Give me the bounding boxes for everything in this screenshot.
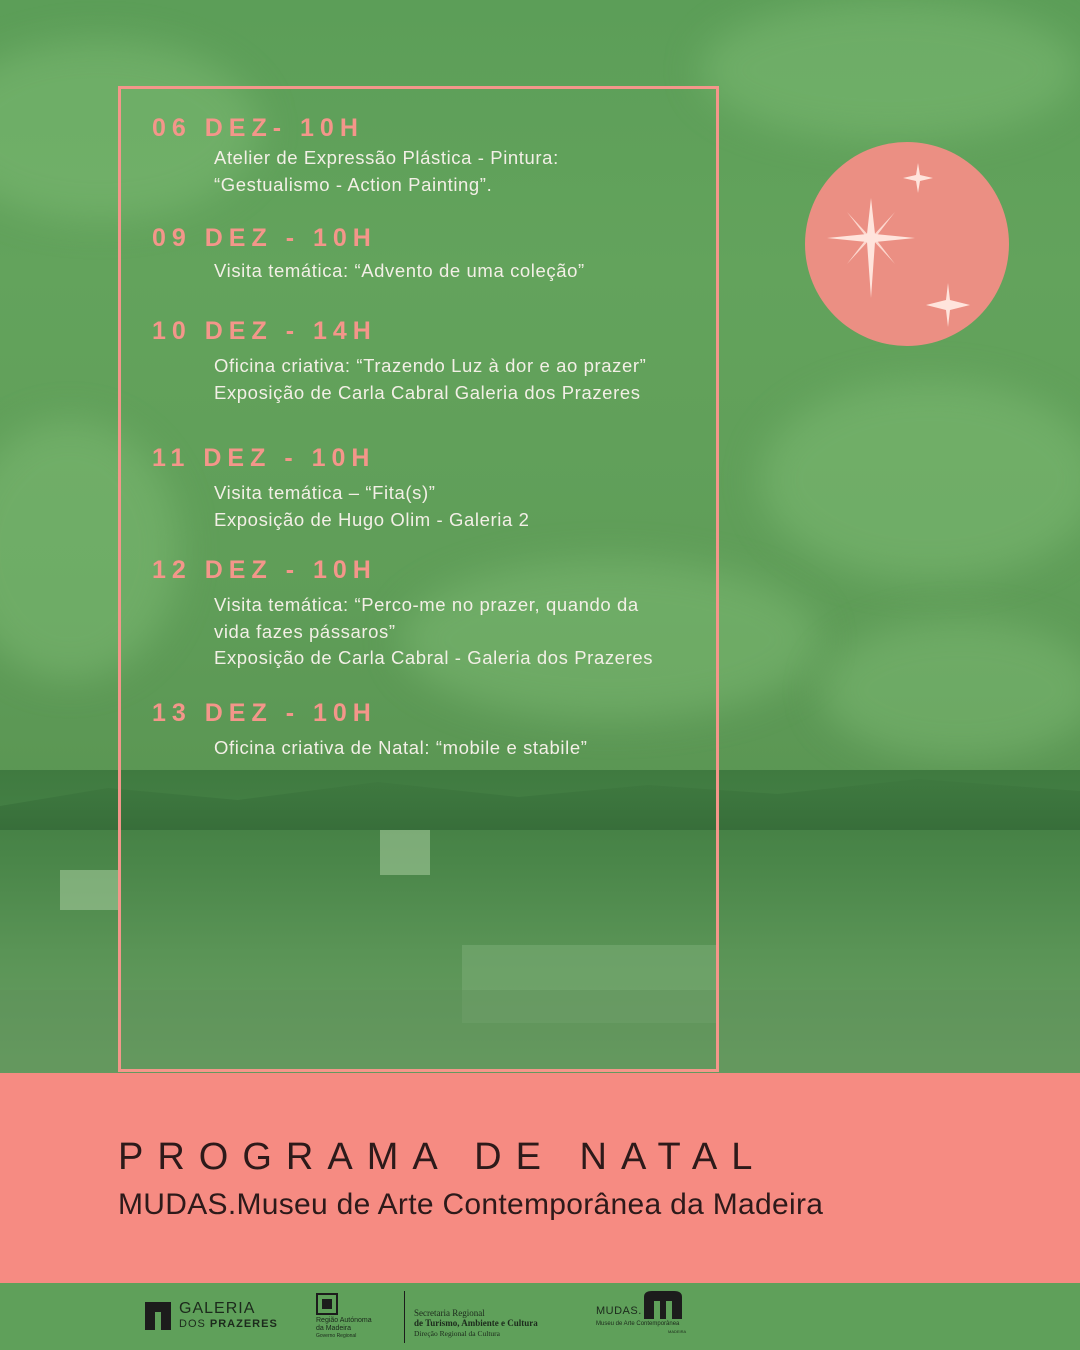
mudas-logo-icon xyxy=(642,1289,684,1321)
sponsor-logos xyxy=(0,1283,1080,1350)
event-date: 10 DEZ - 14H xyxy=(152,317,377,345)
event-description: Exposição de Hugo Olim - Galeria 2 xyxy=(214,508,530,530)
cloud xyxy=(760,380,1080,580)
event-description: Exposição de Carla Cabral - Galeria dos Prazeres xyxy=(214,647,654,668)
event-description: Visita temática: “Perco-me no prazer, quando da xyxy=(214,594,639,615)
galeria-logo-subtext: DOS PRAZERES xyxy=(179,1318,278,1330)
event-date: 13 DEZ - 10H xyxy=(152,699,377,727)
event-description: Visita temática: “Advento de uma coleção” xyxy=(214,260,585,281)
event-5 xyxy=(152,556,653,672)
event-date: 06 DEZ- 10H xyxy=(152,114,364,142)
event-1 xyxy=(152,114,559,198)
secretaria-text: Direção Regional da Cultura xyxy=(414,1329,501,1338)
building xyxy=(60,870,120,910)
event-description: Oficina criativa: “Trazendo Luz à dor e ao prazer” xyxy=(214,355,647,376)
cloud xyxy=(700,0,1080,140)
event-3 xyxy=(152,317,646,406)
mudas-logo-text: MUDAS. xyxy=(596,1305,642,1317)
event-6 xyxy=(152,699,588,762)
madeira-crest-icon xyxy=(316,1293,338,1315)
regiao-logo xyxy=(316,1293,406,1343)
event-description: Oficina criativa de Natal: “mobile e stabile” xyxy=(214,737,588,758)
event-date: 09 DEZ - 10H xyxy=(152,224,377,252)
secretaria-logo xyxy=(414,1308,574,1344)
program-title: PROGRAMA DE NATAL xyxy=(118,1136,767,1178)
secretaria-text: de Turismo, Ambiente e Cultura xyxy=(414,1318,538,1328)
event-2 xyxy=(152,224,585,285)
museum-name: MUDAS.Museu de Arte Contemporânea da Madeira xyxy=(118,1188,824,1221)
regiao-text: Região Autónoma xyxy=(316,1317,372,1324)
event-date: 11 DEZ - 10H xyxy=(152,444,376,472)
logo-divider xyxy=(404,1291,405,1343)
galeria-logo xyxy=(143,1300,283,1336)
event-description: “Gestualismo - Action Painting”. xyxy=(214,173,493,195)
galeria-logo-text: GALERIA xyxy=(179,1300,256,1317)
mudas-logo xyxy=(596,1289,696,1345)
sparkle-icon xyxy=(805,142,1009,346)
regiao-text: Governo Regional xyxy=(316,1333,357,1339)
event-description: vida fazes pássaros” xyxy=(214,620,396,642)
event-description: Visita temática – “Fita(s)” xyxy=(214,482,436,503)
galeria-logo-icon xyxy=(143,1300,173,1332)
event-date: 12 DEZ - 10H xyxy=(152,556,377,584)
event-description: Atelier de Expressão Plástica - Pintura: xyxy=(214,147,559,168)
secretaria-text: Secretaria Regional xyxy=(414,1308,485,1318)
event-description: Exposição de Carla Cabral Galeria dos Prazeres xyxy=(214,381,641,403)
mudas-logo-subtext: MADEIRA xyxy=(668,1329,687,1334)
regiao-text: da Madeira xyxy=(316,1325,352,1332)
event-4 xyxy=(152,444,530,533)
christmas-ornament xyxy=(805,142,1009,346)
cloud xyxy=(820,620,1080,760)
mudas-logo-subtext: Museu de Arte Contemporânea xyxy=(596,1321,680,1327)
